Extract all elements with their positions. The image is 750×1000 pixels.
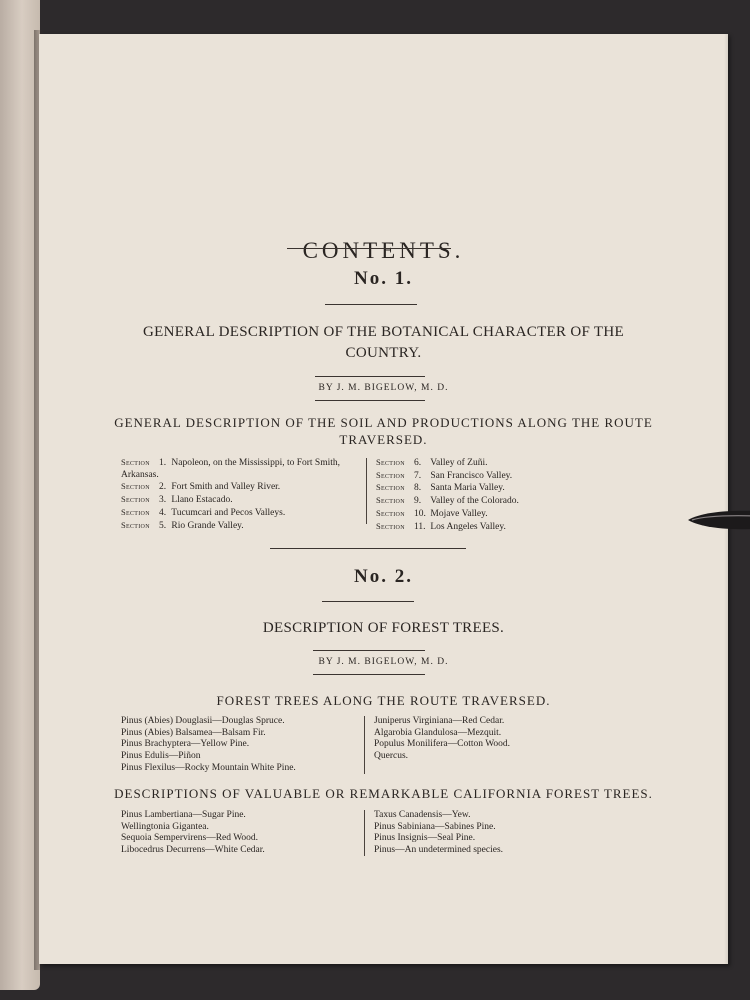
tree-item: Pinus Lambertiana—Sugar Pine. (121, 810, 246, 820)
contents-rule (287, 248, 451, 249)
no1-byline-rule-top (315, 376, 425, 377)
tree-item: Quercus. (374, 751, 409, 762)
no1-title-line1: GENERAL DESCRIPTION OF THE BOTANICAL CHARACTER OF THE (143, 324, 624, 340)
no2-calif-right (374, 810, 614, 857)
tree-item: Pinus (Abies) Balsamea—Balsam Fir. (121, 727, 266, 738)
no2-rule (322, 601, 414, 602)
no2-title: DESCRIPTION OF FOREST TREES. (262, 620, 505, 636)
no2-byline-rule-top (313, 650, 425, 651)
no2-byline: BY J. M. BIGELOW, M. D. (318, 657, 449, 667)
tree-item: Pinus Edulis—Piñon (121, 751, 201, 762)
no2-trees-right (374, 716, 614, 763)
tree-item: Taxus Canadensis—Yew. (374, 810, 471, 820)
tree-item: Sequoia Sempervirens—Red Wood. (121, 833, 259, 844)
tree-item: Pinus Flexilus—Rocky Mountain White Pine. (121, 762, 296, 773)
tree-item: Pinus Insignis—Seal Pine. (374, 833, 476, 844)
section-item-continued: Arkansas. (121, 469, 159, 480)
tree-item: Juniperus Virginiana—Red Cedar. (374, 716, 505, 726)
section-item: Section 1. Napoleon, on the Mississippi, to Fort Smith, (121, 457, 341, 468)
section-item: Section 2. Fort Smith and Valley River. (121, 481, 281, 493)
no1-subhead-line1: GENERAL DESCRIPTION OF THE SOIL AND PRODUCTIONS ALONG THE ROUTE (114, 415, 653, 430)
section-item: Section 8. Santa Maria Valley. (376, 482, 505, 494)
no2-trees-divider (364, 716, 365, 774)
no2-calif-divider (364, 810, 365, 856)
book-page (39, 34, 728, 964)
no1-byline: BY J. M. BIGELOW, M. D. (318, 383, 449, 393)
no1-column-divider (366, 458, 367, 524)
no2-byline-rule-bottom (313, 674, 425, 675)
pen-tip-icon (688, 508, 750, 532)
no2-trees-left (121, 716, 361, 775)
section-item: Section 10. Mojave Valley. (376, 507, 488, 519)
no1-subhead (39, 414, 728, 448)
no2-calif-left (121, 810, 361, 857)
section-item: Section 9. Valley of the Colorado. (376, 495, 519, 507)
no1-title-line2: COUNTRY. (345, 345, 422, 361)
tree-item: Pinus Sabiniana—Sabines Pine. (374, 821, 496, 832)
no1-subhead-line2: TRAVERSED. (339, 432, 428, 447)
tree-item: Pinus (Abies) Douglasii—Douglas Spruce. (121, 716, 285, 726)
no1-rule (325, 304, 417, 305)
no2-heading: No. 2. (354, 566, 413, 587)
tree-item: Libocedrus Decurrens—White Cedar. (121, 845, 265, 856)
no1-heading: No. 1. (354, 268, 413, 289)
section-item: Section 11. Los Angeles Valley. (376, 520, 506, 532)
contents-title: CONTENTS. (302, 238, 465, 263)
tree-item: Pinus Brachyptera—Yellow Pine. (121, 739, 250, 750)
no1-sections-right (376, 457, 616, 533)
no2-subhead2: DESCRIPTIONS OF VALUABLE OR REMARKABLE CALIFORNIA FOREST TREES. (114, 786, 653, 801)
section-item: Section 4. Tucumcari and Pecos Valleys. (121, 506, 286, 518)
tree-item: Algarobia Glandulosa—Mezquit. (374, 727, 502, 738)
no2-subhead: FOREST TREES ALONG THE ROUTE TRAVERSED. (216, 693, 551, 708)
section-item: Section 6. Valley of Zuñi. (376, 457, 488, 468)
page-shadow-edge (724, 34, 728, 964)
tree-item: Populus Monilifera—Cotton Wood. (374, 739, 511, 750)
tree-item: Wellingtonia Gigantea. (121, 821, 209, 832)
tree-item: Pinus—An undetermined species. (374, 845, 504, 856)
section-item: Section 3. Llano Estacado. (121, 494, 233, 506)
section-divider-rule (270, 548, 466, 549)
section-item: Section 5. Rio Grande Valley. (121, 519, 244, 531)
no1-byline-rule-bottom (315, 400, 425, 401)
no1-title (39, 322, 728, 364)
section-item: Section 7. San Francisco Valley. (376, 469, 513, 481)
no1-sections-left (121, 457, 361, 532)
